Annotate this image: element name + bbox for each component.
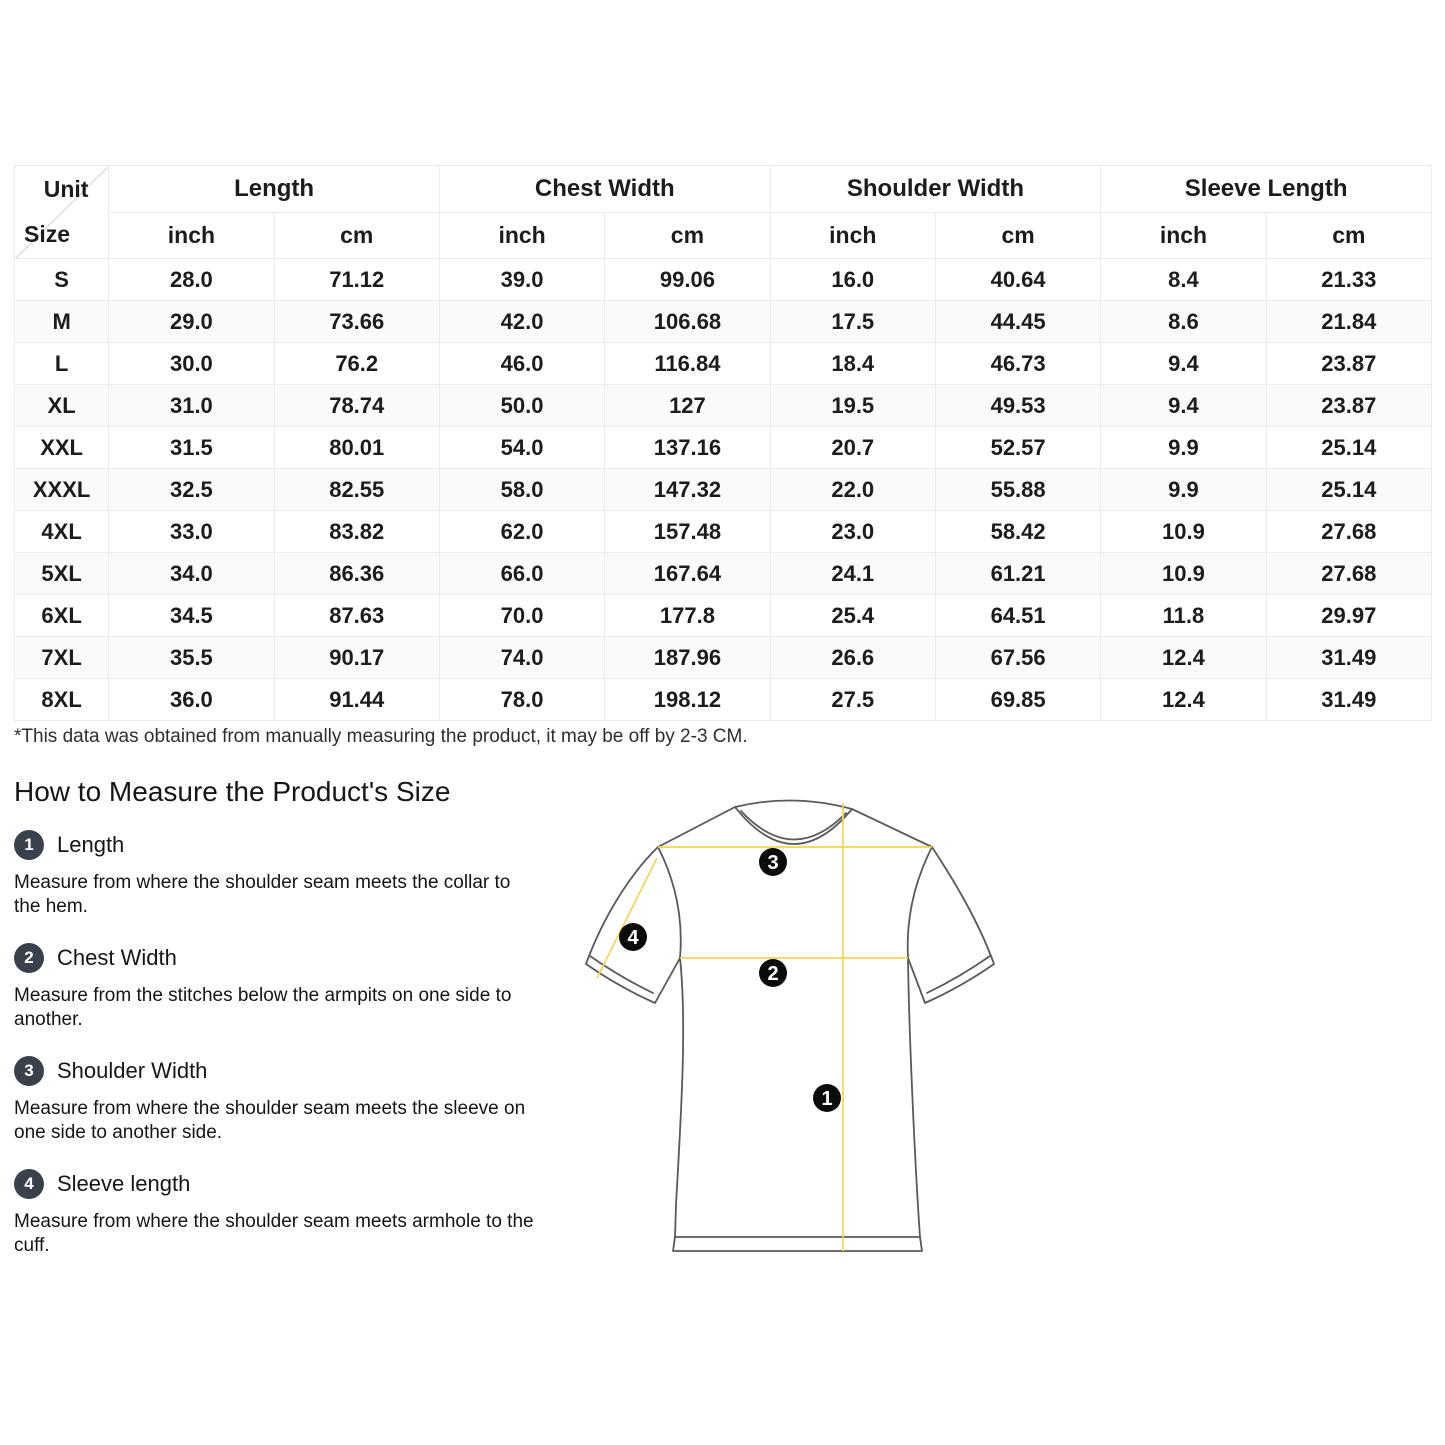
step-header	[14, 1169, 536, 1199]
step-label: Length	[57, 832, 125, 857]
step-label: Sleeve length	[57, 1171, 191, 1196]
size-cell: 6XL	[15, 595, 109, 637]
value-cell: 27.68	[1266, 553, 1431, 595]
value-cell: 10.9	[1101, 511, 1266, 553]
value-cell: 82.55	[274, 469, 439, 511]
value-cell: 26.6	[770, 637, 935, 679]
shoulder-marker-number: 3	[767, 852, 779, 874]
value-cell: 21.33	[1266, 259, 1431, 301]
value-cell: 52.57	[935, 427, 1100, 469]
value-cell: 8.4	[1101, 259, 1266, 301]
value-cell: 31.49	[1266, 679, 1431, 721]
value-cell: 78.74	[274, 385, 439, 427]
value-cell: 39.0	[439, 259, 604, 301]
tshirt-diagram-svg	[565, 785, 1015, 1295]
size-cell: XXXL	[15, 469, 109, 511]
corner-size-label: Size	[24, 221, 71, 247]
value-cell: 58.42	[935, 511, 1100, 553]
value-cell: 12.4	[1101, 679, 1266, 721]
value-cell: 74.0	[439, 637, 604, 679]
table-row	[15, 259, 1432, 301]
unit-header: cm	[935, 213, 1100, 259]
corner-unit-label: Unit	[43, 176, 89, 202]
table-row	[15, 553, 1432, 595]
value-cell: 44.45	[935, 301, 1100, 343]
table-row	[15, 301, 1432, 343]
value-cell: 73.66	[274, 301, 439, 343]
table-row	[15, 469, 1432, 511]
step-label: Chest Width	[57, 945, 177, 970]
step-number-badge: 3	[14, 1056, 44, 1086]
value-cell: 25.4	[770, 595, 935, 637]
size-cell: S	[15, 259, 109, 301]
size-cell: 4XL	[15, 511, 109, 553]
value-cell: 23.87	[1266, 343, 1431, 385]
value-cell: 11.8	[1101, 595, 1266, 637]
value-cell: 99.06	[605, 259, 770, 301]
value-cell: 86.36	[274, 553, 439, 595]
value-cell: 64.51	[935, 595, 1100, 637]
value-cell: 19.5	[770, 385, 935, 427]
value-cell: 23.0	[770, 511, 935, 553]
tshirt-body-outline	[586, 800, 994, 1251]
step-number-badge: 2	[14, 943, 44, 973]
value-cell: 40.64	[935, 259, 1100, 301]
value-cell: 29.97	[1266, 595, 1431, 637]
step-label: Shoulder Width	[57, 1058, 208, 1083]
value-cell: 9.4	[1101, 343, 1266, 385]
group-header-shoulder-width: Shoulder Width	[770, 166, 1101, 213]
chest-marker-number: 2	[767, 963, 779, 985]
value-cell: 83.82	[274, 511, 439, 553]
value-cell: 31.49	[1266, 637, 1431, 679]
value-cell: 55.88	[935, 469, 1100, 511]
size-cell: 8XL	[15, 679, 109, 721]
sleeve-marker-number: 4	[627, 927, 639, 949]
list-item	[14, 1169, 536, 1258]
value-cell: 24.1	[770, 553, 935, 595]
value-cell: 8.6	[1101, 301, 1266, 343]
tshirt-measurement-diagram	[565, 785, 1015, 1295]
step-description: Measure from the stitches below the armpits on one side to another.	[14, 985, 512, 1030]
value-cell: 9.4	[1101, 385, 1266, 427]
value-cell: 18.4	[770, 343, 935, 385]
value-cell: 66.0	[439, 553, 604, 595]
value-cell: 20.7	[770, 427, 935, 469]
value-cell: 80.01	[274, 427, 439, 469]
table-group-header-row	[15, 166, 1432, 213]
value-cell: 54.0	[439, 427, 604, 469]
list-item	[14, 943, 536, 1032]
value-cell: 71.12	[274, 259, 439, 301]
value-cell: 198.12	[605, 679, 770, 721]
list-item	[14, 1056, 536, 1145]
step-description: Measure from where the shoulder seam meets the collar to the hem.	[14, 872, 511, 917]
value-cell: 50.0	[439, 385, 604, 427]
value-cell: 87.63	[274, 595, 439, 637]
value-cell: 36.0	[109, 679, 274, 721]
how-to-measure-title: How to Measure the Product's Size	[14, 776, 451, 807]
value-cell: 9.9	[1101, 469, 1266, 511]
unit-header: inch	[1101, 213, 1266, 259]
value-cell: 30.0	[109, 343, 274, 385]
group-header-sleeve-length: Sleeve Length	[1101, 166, 1432, 213]
size-cell: L	[15, 343, 109, 385]
value-cell: 34.5	[109, 595, 274, 637]
length-marker-number: 1	[821, 1088, 833, 1110]
value-cell: 69.85	[935, 679, 1100, 721]
value-cell: 46.73	[935, 343, 1100, 385]
value-cell: 16.0	[770, 259, 935, 301]
size-cell: M	[15, 301, 109, 343]
size-cell: 7XL	[15, 637, 109, 679]
value-cell: 27.5	[770, 679, 935, 721]
value-cell: 35.5	[109, 637, 274, 679]
value-cell: 61.21	[935, 553, 1100, 595]
list-item	[14, 830, 536, 919]
tshirt-outline-group	[586, 800, 994, 1251]
value-cell: 157.48	[605, 511, 770, 553]
value-cell: 31.5	[109, 427, 274, 469]
step-header	[14, 1056, 536, 1086]
table-row	[15, 343, 1432, 385]
value-cell: 25.14	[1266, 427, 1431, 469]
group-header-chest-width: Chest Width	[439, 166, 770, 213]
unit-header: inch	[109, 213, 274, 259]
size-cell: XL	[15, 385, 109, 427]
size-table	[14, 165, 1432, 721]
value-cell: 17.5	[770, 301, 935, 343]
value-cell: 49.53	[935, 385, 1100, 427]
value-cell: 90.17	[274, 637, 439, 679]
value-cell: 12.4	[1101, 637, 1266, 679]
value-cell: 33.0	[109, 511, 274, 553]
step-description: Measure from where the shoulder seam meets the sleeve on one side to another side.	[14, 1098, 526, 1143]
value-cell: 177.8	[605, 595, 770, 637]
measure-steps-list	[14, 830, 536, 1282]
value-cell: 70.0	[439, 595, 604, 637]
value-cell: 76.2	[274, 343, 439, 385]
value-cell: 29.0	[109, 301, 274, 343]
table-row	[15, 427, 1432, 469]
size-cell: XXL	[15, 427, 109, 469]
value-cell: 21.84	[1266, 301, 1431, 343]
value-cell: 127	[605, 385, 770, 427]
corner-unit-size-cell	[15, 166, 109, 259]
value-cell: 147.32	[605, 469, 770, 511]
unit-header: inch	[770, 213, 935, 259]
value-cell: 9.9	[1101, 427, 1266, 469]
unit-header: cm	[274, 213, 439, 259]
value-cell: 10.9	[1101, 553, 1266, 595]
value-cell: 34.0	[109, 553, 274, 595]
unit-header: cm	[1266, 213, 1431, 259]
value-cell: 116.84	[605, 343, 770, 385]
value-cell: 187.96	[605, 637, 770, 679]
value-cell: 67.56	[935, 637, 1100, 679]
value-cell: 27.68	[1266, 511, 1431, 553]
step-number-badge: 4	[14, 1169, 44, 1199]
value-cell: 32.5	[109, 469, 274, 511]
value-cell: 91.44	[274, 679, 439, 721]
value-cell: 58.0	[439, 469, 604, 511]
table-row	[15, 511, 1432, 553]
value-cell: 31.0	[109, 385, 274, 427]
table-unit-header-row	[15, 213, 1432, 259]
size-table-section	[14, 165, 1432, 721]
value-cell: 62.0	[439, 511, 604, 553]
unit-header: inch	[439, 213, 604, 259]
measurement-disclaimer: *This data was obtained from manually measuring the product, it may be off by 2-3 CM.	[14, 726, 748, 747]
step-number-badge: 1	[14, 830, 44, 860]
value-cell: 137.16	[605, 427, 770, 469]
table-row	[15, 679, 1432, 721]
table-row	[15, 637, 1432, 679]
group-header-length: Length	[109, 166, 440, 213]
value-cell: 106.68	[605, 301, 770, 343]
value-cell: 46.0	[439, 343, 604, 385]
step-description: Measure from where the shoulder seam meets armhole to the cuff.	[14, 1211, 534, 1256]
value-cell: 23.87	[1266, 385, 1431, 427]
table-row	[15, 385, 1432, 427]
unit-header: cm	[605, 213, 770, 259]
value-cell: 28.0	[109, 259, 274, 301]
size-cell: 5XL	[15, 553, 109, 595]
value-cell: 22.0	[770, 469, 935, 511]
table-row	[15, 595, 1432, 637]
value-cell: 25.14	[1266, 469, 1431, 511]
value-cell: 167.64	[605, 553, 770, 595]
value-cell: 78.0	[439, 679, 604, 721]
value-cell: 42.0	[439, 301, 604, 343]
step-header	[14, 830, 536, 860]
step-header	[14, 943, 536, 973]
